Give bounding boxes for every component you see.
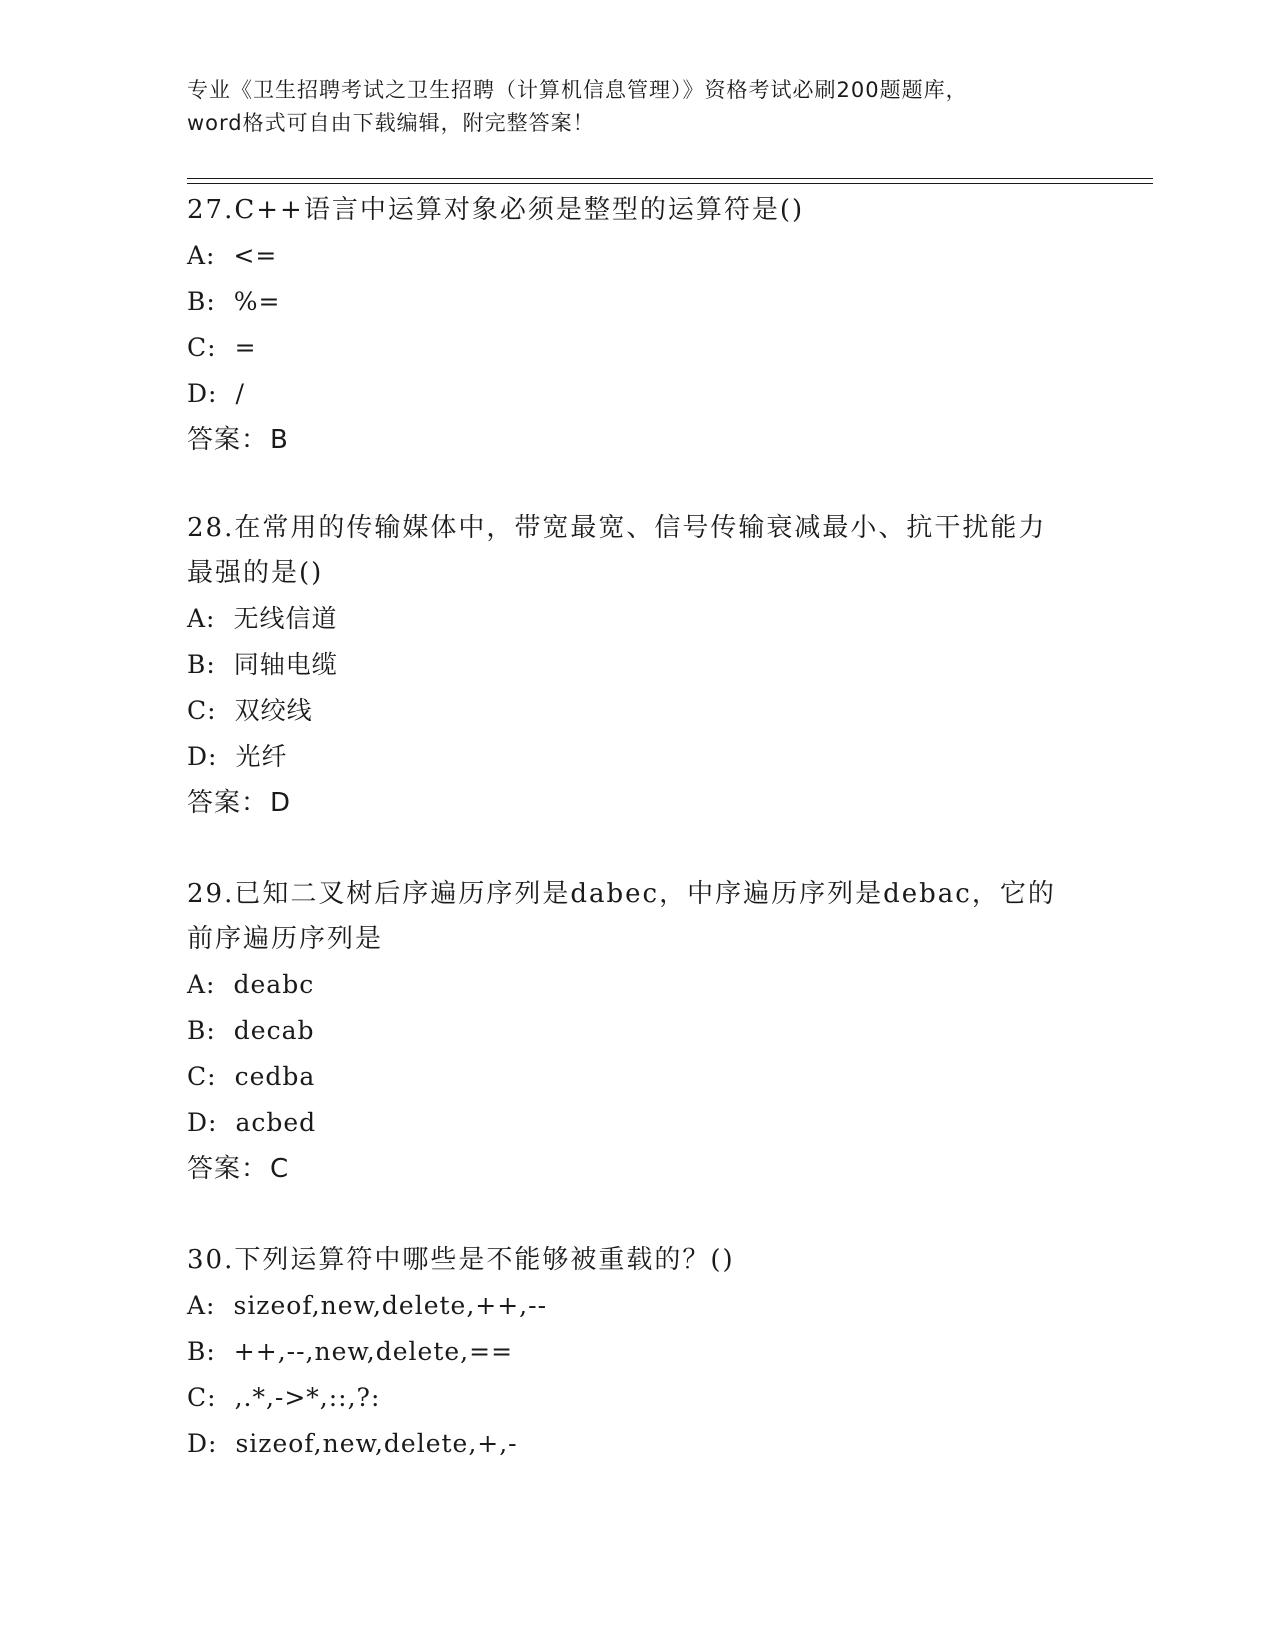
option-text: 双绞线 <box>234 696 313 725</box>
option-a <box>187 1283 1087 1329</box>
answer-line <box>187 1146 1087 1192</box>
option-b <box>187 279 1087 325</box>
answer-line <box>187 417 1087 463</box>
header-line-2: word格式可自由下载编辑，附完整答案！ <box>187 111 595 135</box>
option-text: = <box>234 333 257 362</box>
option-letter: A: <box>187 1291 216 1320</box>
answer-label: 答案： <box>187 788 269 818</box>
option-text: / <box>235 379 245 408</box>
option-letter: C: <box>187 696 217 725</box>
question-stem-line: 27.C++语言中运算对象必须是整型的运算符是() <box>187 195 805 225</box>
option-letter: D: <box>187 379 218 408</box>
option-d <box>187 371 1087 417</box>
option-letter: A: <box>187 604 216 633</box>
question-stem-line: 前序遍历序列是 <box>187 924 384 954</box>
option-letter: D: <box>187 1108 218 1137</box>
option-text: cedba <box>234 1062 316 1091</box>
answer-label: 答案： <box>187 425 269 455</box>
option-letter: D: <box>187 742 218 771</box>
header-line-1: 专业《卫生招聘考试之卫生招聘（计算机信息管理）》资格考试必刷200题题库， <box>187 78 968 102</box>
option-d <box>187 1421 1087 1467</box>
option-text: ,.*,->*,::,?: <box>234 1383 381 1412</box>
option-text: 同轴电缆 <box>233 650 338 679</box>
option-c <box>187 1054 1087 1100</box>
answer-label: 答案： <box>187 1154 269 1184</box>
option-text: acbed <box>235 1108 317 1137</box>
question-stem-line: 最强的是() <box>187 558 324 588</box>
answer-value: C <box>270 1154 290 1184</box>
option-text: deabc <box>233 970 315 999</box>
option-letter: A: <box>187 241 216 270</box>
option-a <box>187 233 1087 279</box>
option-letter: C: <box>187 333 217 362</box>
option-text: 光纤 <box>235 742 288 771</box>
header-divider-top <box>187 178 1153 179</box>
option-c <box>187 688 1087 734</box>
option-letter: D: <box>187 1429 218 1458</box>
answer-value: D <box>270 788 292 818</box>
answer-line <box>187 780 1087 826</box>
option-d <box>187 734 1087 780</box>
question-29 <box>187 872 1087 1192</box>
answer-value: B <box>270 425 289 455</box>
option-text: ++,--,new,delete,== <box>233 1337 514 1366</box>
option-letter: B: <box>187 287 216 316</box>
option-b <box>187 642 1087 688</box>
option-text: %= <box>233 287 281 316</box>
option-letter: B: <box>187 650 216 679</box>
question-30 <box>187 1238 1087 1467</box>
option-text: sizeof,new,delete,+,- <box>235 1429 518 1458</box>
option-letter: C: <box>187 1383 217 1412</box>
option-a <box>187 596 1087 642</box>
question-27 <box>187 188 1087 463</box>
option-b <box>187 1008 1087 1054</box>
option-text: <= <box>233 241 278 270</box>
option-letter: B: <box>187 1016 216 1045</box>
question-stem-line: 28.在常用的传输媒体中，带宽最宽、信号传输衰减最小、抗干扰能力 <box>187 513 1047 543</box>
option-d <box>187 1100 1087 1146</box>
question-28 <box>187 506 1087 826</box>
option-text: 无线信道 <box>233 604 338 633</box>
option-text: decab <box>233 1016 315 1045</box>
option-text: sizeof,new,delete,++,-- <box>233 1291 548 1320</box>
header-divider-bottom <box>187 183 1153 184</box>
document-header <box>187 74 1087 140</box>
question-stem-line: 29.已知二叉树后序遍历序列是dabec，中序遍历序列是debac，它的 <box>187 879 1056 909</box>
option-b <box>187 1329 1087 1375</box>
option-letter: B: <box>187 1337 216 1366</box>
question-stem-line: 30.下列运算符中哪些是不能够被重载的？() <box>187 1245 735 1275</box>
option-letter: C: <box>187 1062 217 1091</box>
option-c <box>187 1375 1087 1421</box>
option-c <box>187 325 1087 371</box>
option-letter: A: <box>187 970 216 999</box>
option-a <box>187 962 1087 1008</box>
